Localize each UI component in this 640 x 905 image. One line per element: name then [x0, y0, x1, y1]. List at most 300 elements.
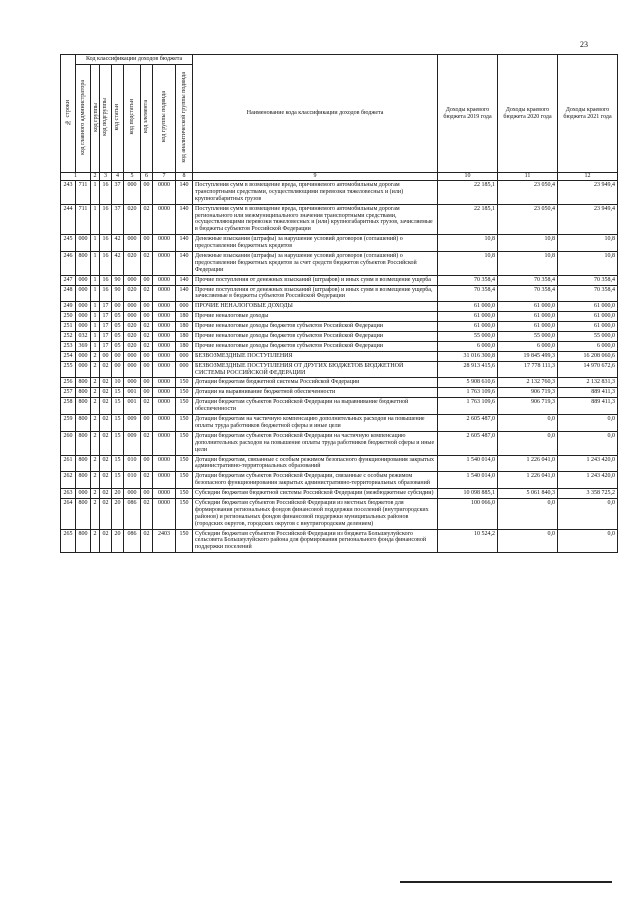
row-number-cell: 260 — [61, 431, 76, 455]
code-cell: 000 — [176, 361, 193, 378]
code-column-header: код подстатьи — [124, 65, 141, 173]
code-cell: 02 — [141, 204, 153, 235]
code-cell: 0000 — [153, 472, 176, 489]
amount-cell: 61 000,0 — [558, 302, 618, 312]
column-index-row — [61, 173, 618, 181]
table-row — [61, 181, 618, 205]
code-cell: 02 — [100, 431, 112, 455]
code-cell: 000 — [124, 235, 141, 252]
code-column-header: код статьи — [112, 65, 124, 173]
code-cell: 1 — [91, 341, 100, 351]
table-row — [61, 235, 618, 252]
amount-cell: 70 358,4 — [498, 275, 558, 285]
code-cell: 140 — [176, 235, 193, 252]
code-cell: 000 — [124, 302, 141, 312]
code-cell: 1 — [91, 181, 100, 205]
amount-cell: 1 243 420,0 — [558, 455, 618, 472]
code-cell: 000 — [76, 285, 91, 302]
code-cell: 000 — [124, 489, 141, 499]
code-cell: 00 — [141, 489, 153, 499]
table-row — [61, 312, 618, 322]
row-number-cell: 251 — [61, 322, 76, 332]
code-cell: 086 — [124, 529, 141, 553]
name-cell: Дотации бюджетам, связанные с особым режимом безопасного функционирования закрытых административно-территориальных образований — [193, 455, 438, 472]
row-number-cell: 249 — [61, 302, 76, 312]
code-cell: 000 — [76, 275, 91, 285]
table-row — [61, 302, 618, 312]
amount-cell: 2 605 487,0 — [438, 415, 498, 432]
code-cell: 2 — [91, 498, 100, 529]
code-cell: 180 — [176, 322, 193, 332]
code-cell: 20 — [112, 498, 124, 529]
code-cell: 00 — [112, 361, 124, 378]
amount-cell: 23 050,4 — [498, 181, 558, 205]
amount-cell: 10,8 — [498, 252, 558, 276]
amount-cell: 6 000,0 — [498, 341, 558, 351]
code-cell: 0000 — [153, 361, 176, 378]
code-cell: 010 — [124, 455, 141, 472]
revenue-table — [60, 54, 618, 553]
code-cell: 000 — [76, 302, 91, 312]
name-cell: Прочие неналоговые доходы — [193, 312, 438, 322]
code-cell: 000 — [76, 312, 91, 322]
code-cell: 02 — [141, 341, 153, 351]
amount-cell: 23 050,4 — [498, 204, 558, 235]
code-cell: 009 — [124, 431, 141, 455]
amount-cell: 0,0 — [558, 498, 618, 529]
classification-group-header: Код классификации доходов бюджета — [76, 55, 193, 65]
amount-cell: 10 098 885,1 — [438, 489, 498, 499]
code-cell: 02 — [141, 322, 153, 332]
table-row — [61, 415, 618, 432]
table-row — [61, 431, 618, 455]
code-cell: 010 — [124, 472, 141, 489]
code-cell: 05 — [112, 332, 124, 342]
code-column-header: код группы — [91, 65, 100, 173]
amount-cell: 0,0 — [498, 529, 558, 553]
bottom-bar — [400, 881, 612, 883]
code-cell: 02 — [141, 332, 153, 342]
amount-cell: 0,0 — [498, 431, 558, 455]
code-cell: 00 — [141, 312, 153, 322]
code-cell: 0000 — [153, 378, 176, 388]
amount-cell: 61 000,0 — [558, 312, 618, 322]
code-cell: 05 — [112, 341, 124, 351]
amount-cell: 55 000,0 — [498, 332, 558, 342]
code-cell: 16 — [100, 235, 112, 252]
code-cell: 02 — [100, 361, 112, 378]
code-cell: 2 — [91, 398, 100, 415]
code-cell: 02 — [100, 489, 112, 499]
amount-cell: 10 524,2 — [438, 529, 498, 553]
column-index-cell: 4 — [112, 173, 124, 181]
code-cell: 000 — [76, 361, 91, 378]
row-number-cell: 256 — [61, 378, 76, 388]
code-cell: 150 — [176, 388, 193, 398]
code-cell: 0000 — [153, 398, 176, 415]
code-cell: 00 — [112, 351, 124, 361]
amount-cell: 2 132 760,3 — [498, 378, 558, 388]
amount-cell: 100 066,0 — [438, 498, 498, 529]
code-cell: 16 — [100, 275, 112, 285]
code-cell: 2 — [91, 431, 100, 455]
code-cell: 16 — [100, 204, 112, 235]
amount-cell: 1 763 109,6 — [438, 388, 498, 398]
code-cell: 2403 — [153, 529, 176, 553]
code-cell: 020 — [124, 332, 141, 342]
row-number-cell: 245 — [61, 235, 76, 252]
code-cell: 1 — [91, 204, 100, 235]
amount-cell: 31 016 300,8 — [438, 351, 498, 361]
row-number-cell: 246 — [61, 252, 76, 276]
row-number-cell: 254 — [61, 351, 76, 361]
code-cell: 15 — [112, 415, 124, 432]
code-cell: 00 — [141, 361, 153, 378]
code-cell: 020 — [124, 204, 141, 235]
code-cell: 020 — [124, 252, 141, 276]
code-cell: 1 — [91, 302, 100, 312]
amount-cell: 55 000,0 — [558, 332, 618, 342]
code-cell: 0000 — [153, 181, 176, 205]
code-cell: 42 — [112, 252, 124, 276]
code-cell: 180 — [176, 332, 193, 342]
code-cell: 020 — [124, 285, 141, 302]
code-cell: 00 — [112, 302, 124, 312]
name-cell: Прочие неналоговые доходы бюджетов субъектов Российской Федерации — [193, 341, 438, 351]
amount-cell: 2 605 487,0 — [438, 431, 498, 455]
code-cell: 020 — [124, 322, 141, 332]
code-cell: 02 — [100, 455, 112, 472]
amount-cell: 1 226 041,0 — [498, 472, 558, 489]
amount-cell: 16 208 060,6 — [558, 351, 618, 361]
amount-cell: 28 913 415,6 — [438, 361, 498, 378]
code-cell: 90 — [112, 275, 124, 285]
row-number-cell: 250 — [61, 312, 76, 322]
code-cell: 001 — [124, 388, 141, 398]
amount-cell: 2 132 831,3 — [558, 378, 618, 388]
table-row — [61, 498, 618, 529]
code-cell: 17 — [100, 322, 112, 332]
row-number-cell: 258 — [61, 398, 76, 415]
table-row — [61, 398, 618, 415]
code-cell: 1 — [91, 285, 100, 302]
name-cell: Дотации бюджетам субъектов Российской Федерации на выравнивание бюджетной обеспеченности — [193, 398, 438, 415]
code-cell: 150 — [176, 472, 193, 489]
code-cell: 800 — [76, 398, 91, 415]
code-cell: 17 — [100, 341, 112, 351]
table-row — [61, 378, 618, 388]
code-cell: 150 — [176, 529, 193, 553]
code-cell: 150 — [176, 431, 193, 455]
code-cell: 001 — [124, 398, 141, 415]
table-row — [61, 351, 618, 361]
code-cell: 711 — [76, 204, 91, 235]
column-index-cell: 2 — [91, 173, 100, 181]
name-cell: Субсидии бюджетам субъектов Российской Федерации из местных бюджетов для формирования региональных фондов финансовой поддержки поселений (внутригородских районов) и региональных фондов финансовой поддержки муниципальных районов (городских округов, городских округов с внутригородским делением) — [193, 498, 438, 529]
amount-cell: 55 000,0 — [438, 332, 498, 342]
year-2021-header: Доходы краевого бюджета 2021 года — [558, 55, 618, 173]
column-index-cell: 6 — [141, 173, 153, 181]
code-cell: 0000 — [153, 302, 176, 312]
table-row — [61, 322, 618, 332]
code-cell: 90 — [112, 285, 124, 302]
code-cell: 05 — [112, 312, 124, 322]
code-cell: 02 — [141, 398, 153, 415]
amount-cell: 61 000,0 — [438, 312, 498, 322]
code-cell: 16 — [100, 285, 112, 302]
table-row — [61, 332, 618, 342]
code-cell: 009 — [124, 415, 141, 432]
table-row — [61, 285, 618, 302]
amount-cell: 6 000,0 — [558, 341, 618, 351]
code-cell: 180 — [176, 312, 193, 322]
code-cell: 00 — [141, 455, 153, 472]
amount-cell: 906 719,3 — [498, 398, 558, 415]
column-index-cell: 3 — [100, 173, 112, 181]
code-cell: 02 — [100, 398, 112, 415]
column-index-cell: 9 — [193, 173, 438, 181]
code-cell: 000 — [124, 181, 141, 205]
amount-cell: 61 000,0 — [558, 322, 618, 332]
name-cell: Прочие неналоговые доходы бюджетов субъектов Российской Федерации — [193, 322, 438, 332]
code-column-header: код подгруппы — [100, 65, 112, 173]
code-cell: 00 — [141, 181, 153, 205]
amount-cell: 889 411,3 — [558, 398, 618, 415]
amount-cell: 70 358,4 — [438, 285, 498, 302]
amount-cell: 70 358,4 — [438, 275, 498, 285]
code-cell: 0000 — [153, 415, 176, 432]
code-cell: 1 — [91, 312, 100, 322]
row-number-cell: 252 — [61, 332, 76, 342]
code-cell: 02 — [141, 285, 153, 302]
code-cell: 150 — [176, 498, 193, 529]
row-number-cell: 262 — [61, 472, 76, 489]
code-cell: 032 — [76, 332, 91, 342]
amount-cell: 906 719,3 — [498, 388, 558, 398]
code-cell: 800 — [76, 388, 91, 398]
amount-cell: 0,0 — [498, 498, 558, 529]
code-cell: 17 — [100, 302, 112, 312]
amount-cell: 0,0 — [498, 415, 558, 432]
name-cell: Денежные взыскания (штрафы) за нарушение условий договоров (соглашений) о предоставлении бюджетных кредитов — [193, 235, 438, 252]
code-cell: 15 — [112, 455, 124, 472]
code-cell: 02 — [141, 529, 153, 553]
amount-cell: 22 185,1 — [438, 181, 498, 205]
code-cell: 000 — [124, 351, 141, 361]
table-row — [61, 252, 618, 276]
code-cell: 150 — [176, 415, 193, 432]
code-cell: 2 — [91, 529, 100, 553]
amount-cell: 5 061 840,3 — [498, 489, 558, 499]
code-cell: 0000 — [153, 312, 176, 322]
code-cell: 00 — [141, 415, 153, 432]
code-cell: 2 — [91, 388, 100, 398]
amount-cell: 70 358,4 — [558, 285, 618, 302]
row-number-header: № строки — [61, 55, 76, 173]
amount-cell: 1 243 420,0 — [558, 472, 618, 489]
code-cell: 37 — [112, 181, 124, 205]
amount-cell: 23 949,4 — [558, 204, 618, 235]
code-cell: 000 — [124, 361, 141, 378]
amount-cell: 0,0 — [558, 529, 618, 553]
row-number-cell: 263 — [61, 489, 76, 499]
code-cell: 000 — [124, 312, 141, 322]
code-cell: 17 — [100, 332, 112, 342]
row-number-cell: 253 — [61, 341, 76, 351]
name-cell: Субсидии бюджетам бюджетной системы Российской Федерации (межбюджетные субсидии) — [193, 489, 438, 499]
code-cell: 140 — [176, 275, 193, 285]
code-cell: 16 — [100, 252, 112, 276]
code-cell: 0000 — [153, 351, 176, 361]
code-cell: 0000 — [153, 235, 176, 252]
code-cell: 2 — [91, 378, 100, 388]
amount-cell: 61 000,0 — [498, 322, 558, 332]
code-cell: 711 — [76, 181, 91, 205]
name-cell: Дотации бюджетам бюджетной системы Российской Федерации — [193, 378, 438, 388]
code-cell: 0000 — [153, 455, 176, 472]
table-row — [61, 489, 618, 499]
table-body — [61, 173, 618, 553]
code-cell: 02 — [100, 388, 112, 398]
amount-cell: 70 358,4 — [498, 285, 558, 302]
column-index-cell: 11 — [498, 173, 558, 181]
code-cell: 0000 — [153, 498, 176, 529]
code-cell: 0000 — [153, 332, 176, 342]
code-cell: 086 — [124, 498, 141, 529]
amount-cell: 61 000,0 — [438, 302, 498, 312]
code-cell: 000 — [76, 489, 91, 499]
name-cell: Прочие поступления от денежных взысканий (штрафов) и иных сумм в возмещение ущерба — [193, 275, 438, 285]
code-cell: 000 — [176, 302, 193, 312]
code-cell: 0000 — [153, 285, 176, 302]
code-cell: 15 — [112, 472, 124, 489]
row-number-cell: 244 — [61, 204, 76, 235]
code-cell: 02 — [100, 498, 112, 529]
code-cell: 15 — [112, 431, 124, 455]
column-index-cell: 7 — [153, 173, 176, 181]
code-cell: 05 — [112, 322, 124, 332]
code-cell: 00 — [141, 351, 153, 361]
table-row — [61, 529, 618, 553]
code-column-header: код аналитической группы подвида — [176, 65, 193, 173]
column-index-cell: 1 — [61, 173, 91, 181]
table-row — [61, 472, 618, 489]
code-cell: 02 — [141, 472, 153, 489]
row-number-cell: 264 — [61, 498, 76, 529]
column-index-cell: 12 — [558, 173, 618, 181]
code-cell: 02 — [141, 431, 153, 455]
column-index-cell: 10 — [438, 173, 498, 181]
code-cell: 02 — [141, 498, 153, 529]
code-cell: 1 — [91, 322, 100, 332]
code-cell: 1 — [91, 235, 100, 252]
amount-cell: 10,8 — [438, 235, 498, 252]
page-number: 23 — [580, 40, 588, 49]
year-2020-header: Доходы краевого бюджета 2020 года — [498, 55, 558, 173]
row-number-cell: 247 — [61, 275, 76, 285]
code-cell: 0000 — [153, 275, 176, 285]
code-cell: 140 — [176, 181, 193, 205]
table-row — [61, 388, 618, 398]
amount-cell: 0,0 — [558, 431, 618, 455]
name-cell: Дотации бюджетам субъектов Российской Федерации, связанные с особым режимом безопасного функционирования закрытых административно-территориальных образований — [193, 472, 438, 489]
code-cell: 10 — [112, 378, 124, 388]
table-row — [61, 275, 618, 285]
name-cell: Дотации бюджетам на частичную компенсацию дополнительных расходов на повышение оплаты труда работников бюджетной сферы и иные цели — [193, 415, 438, 432]
code-cell: 000 — [76, 235, 91, 252]
year-2019-header: Доходы краевого бюджета 2019 года — [438, 55, 498, 173]
name-cell: БЕЗВОЗМЕЗДНЫЕ ПОСТУПЛЕНИЯ — [193, 351, 438, 361]
code-cell: 800 — [76, 252, 91, 276]
table-row — [61, 341, 618, 351]
amount-cell: 5 908 610,6 — [438, 378, 498, 388]
code-cell: 800 — [76, 529, 91, 553]
code-cell: 000 — [124, 378, 141, 388]
code-cell: 00 — [141, 275, 153, 285]
code-cell: 800 — [76, 378, 91, 388]
code-cell: 150 — [176, 398, 193, 415]
name-cell: Дотации на выравнивание бюджетной обеспеченности — [193, 388, 438, 398]
name-cell: Поступления сумм в возмещение вреда, причиняемого автомобильным дорогам транспортными средствами, осуществляющими перевозки тяжеловесных и (или) крупногабаритных грузов — [193, 181, 438, 205]
code-cell: 02 — [100, 415, 112, 432]
amount-cell: 6 000,0 — [438, 341, 498, 351]
amount-cell: 1 540 014,0 — [438, 455, 498, 472]
code-cell: 800 — [76, 431, 91, 455]
column-index-cell: 5 — [124, 173, 141, 181]
amount-cell: 1 763 109,6 — [438, 398, 498, 415]
name-cell: Дотации бюджетам субъектов Российской Федерации на частичную компенсацию дополнительных расходов на повышение оплаты труда работников бюджетной сферы и иные цели — [193, 431, 438, 455]
amount-cell: 10,8 — [558, 235, 618, 252]
code-cell: 140 — [176, 252, 193, 276]
code-cell: 00 — [141, 235, 153, 252]
row-number-cell: 248 — [61, 285, 76, 302]
code-cell: 020 — [124, 341, 141, 351]
code-cell: 0000 — [153, 341, 176, 351]
code-cell: 800 — [76, 498, 91, 529]
table-header — [61, 55, 618, 173]
code-cell: 37 — [112, 204, 124, 235]
code-cell: 000 — [76, 351, 91, 361]
code-cell: 0000 — [153, 489, 176, 499]
amount-cell: 17 778 111,3 — [498, 361, 558, 378]
code-cell: 000 — [76, 322, 91, 332]
code-column-header: код главного администратора — [76, 65, 91, 173]
code-cell: 150 — [176, 455, 193, 472]
code-cell: 02 — [141, 252, 153, 276]
code-cell: 140 — [176, 285, 193, 302]
amount-cell: 10,8 — [558, 252, 618, 276]
amount-cell: 61 000,0 — [438, 322, 498, 332]
amount-cell: 10,8 — [438, 252, 498, 276]
code-cell: 0000 — [153, 252, 176, 276]
code-cell: 00 — [141, 302, 153, 312]
code-cell: 02 — [100, 529, 112, 553]
code-cell: 15 — [112, 388, 124, 398]
code-cell: 800 — [76, 472, 91, 489]
name-cell: Субсидии бюджетам субъектов Российской Федерации из бюджета Большеулуйского сельсовета Большеулуйского района для формирования регионального фонда финансовой поддержки поселений — [193, 529, 438, 553]
amount-cell: 23 949,4 — [558, 181, 618, 205]
code-cell: 0000 — [153, 322, 176, 332]
amount-cell: 1 226 041,0 — [498, 455, 558, 472]
row-number-cell: 255 — [61, 361, 76, 378]
amount-cell: 1 540 014,0 — [438, 472, 498, 489]
name-header: Наименование кода классификации доходов бюджета — [193, 55, 438, 173]
code-cell: 150 — [176, 378, 193, 388]
code-cell: 000 — [176, 351, 193, 361]
code-cell: 800 — [76, 455, 91, 472]
code-cell: 15 — [112, 398, 124, 415]
code-cell: 2 — [91, 472, 100, 489]
